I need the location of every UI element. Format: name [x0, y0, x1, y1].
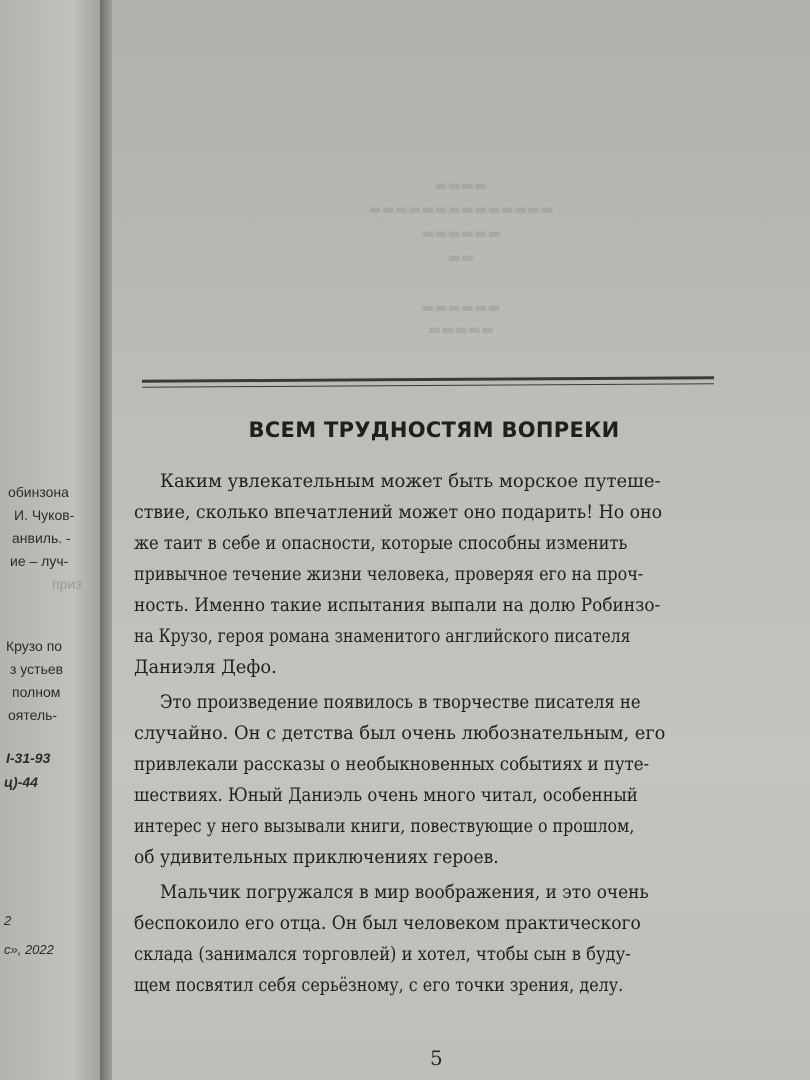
left-page-line: Крузо по [6, 638, 63, 654]
text-line: случайно. Он с детства был очень любознательным, его [134, 722, 666, 744]
text-line: привычное течение жизни человека, проверяя его на проч- [134, 563, 644, 585]
header-rule [142, 376, 714, 382]
show-through-text: ▬▬▬▬▬▬ [421, 226, 501, 242]
show-through-text: ▬▬▬▬ [434, 178, 488, 194]
text-line: Каким увлекательным может быть морское путеше- [160, 470, 661, 492]
header-rule-thin [142, 383, 714, 387]
left-page-line: ц)-44 [4, 774, 38, 790]
text-line: беспокоило его отца. Он был человеком практического [134, 912, 641, 934]
text-line: шествиях. Юный Даниэль очень много читал, особенный [134, 784, 638, 806]
show-through-text: ▬▬ [447, 250, 475, 266]
text-line: ствие, сколько впечатлений может оно подарить! Но оно [134, 501, 663, 523]
left-page-line: оятель- [8, 707, 58, 723]
left-page-line: И. Чуков- [14, 507, 75, 523]
text-line: Мальчик погружался в мир воображения, и это очень [160, 881, 649, 903]
text-line: же таит в себе и опасности, которые способны изменить [134, 532, 628, 554]
text-line: на Крузо, героя романа знаменитого английского писателя [134, 625, 631, 647]
left-page-line: I-31-93 [6, 750, 51, 766]
chapter-title: ВСЕМ ТРУДНОСТЯМ ВОПРЕКИ [248, 418, 620, 442]
text-line: щем посвятил себя серьёзному, с его точки зрения, делу. [134, 974, 624, 996]
left-page-line: з устьев [10, 661, 64, 677]
left-page-line: ие – луч- [10, 553, 69, 569]
page-number: 5 [430, 1046, 443, 1070]
text-line: ность. Именно такие испытания выпали на долю Робинзо- [134, 594, 661, 616]
left-page-line: анвиль. - [12, 530, 71, 546]
show-through-text: ▬▬▬▬▬▬▬▬▬▬▬▬▬▬ [368, 202, 554, 218]
text-line: об удивительных приключениях героев. [134, 846, 499, 868]
text-line: Это произведение появилось в творчестве писателя не [160, 691, 641, 713]
left-page [0, 0, 104, 1080]
left-page-line: приз [52, 576, 82, 592]
show-through-text: ▬▬▬▬▬ [427, 322, 495, 338]
text-line: склада (занимался торговлей) и хотел, чтобы сын в буду- [134, 943, 631, 965]
left-page-line: 2 [4, 913, 12, 928]
text-line: Даниэля Дефо. [134, 656, 277, 678]
show-through-text: ▬▬▬▬▬▬ [421, 300, 501, 316]
right-page [112, 0, 810, 1080]
text-line: привлекали рассказы о необыкновенных событиях и путе- [134, 753, 650, 775]
left-page-line: полном [12, 684, 61, 700]
left-page-line: с», 2022 [4, 942, 54, 957]
text-line: интерес у него вызывали книги, повествующие о прошлом, [134, 815, 635, 837]
left-page-line: обинзона [8, 484, 69, 500]
